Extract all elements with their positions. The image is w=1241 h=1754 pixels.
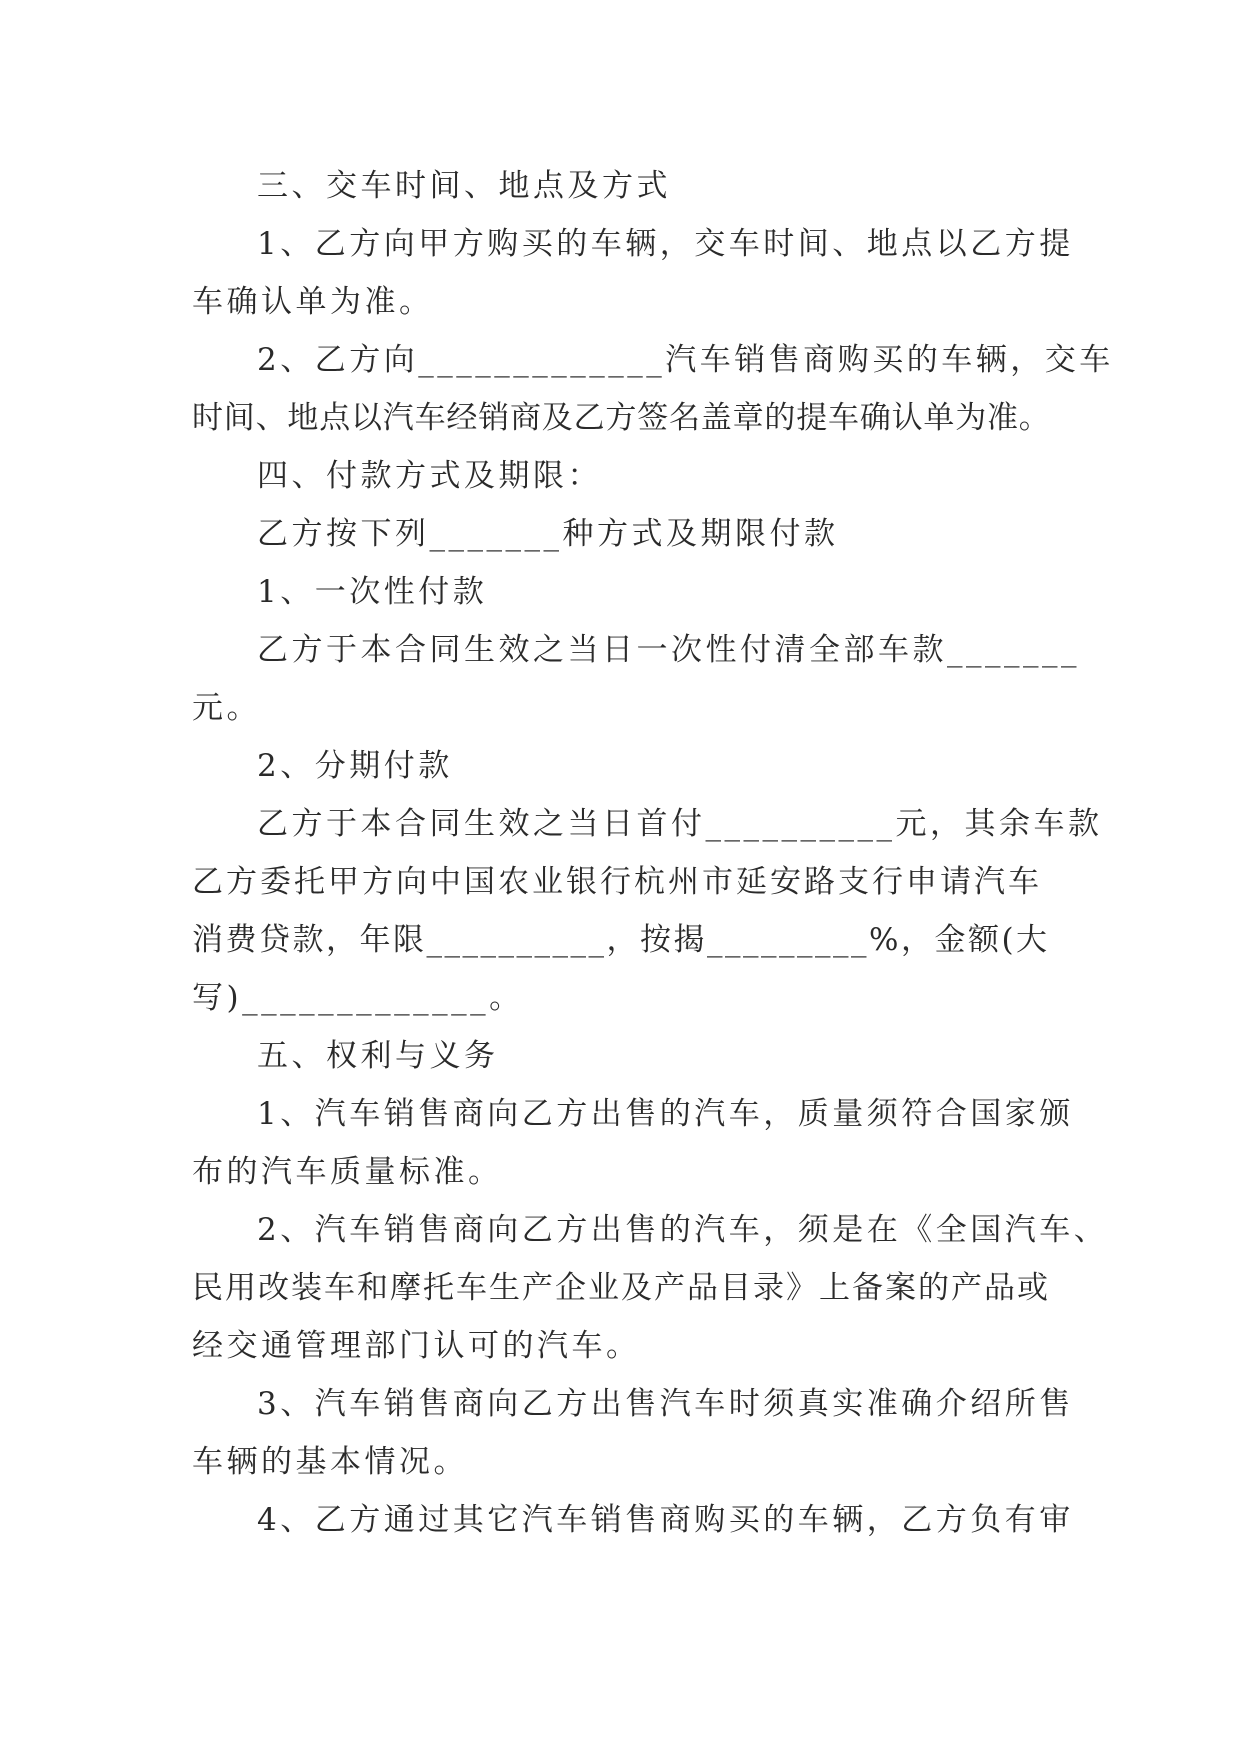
paragraph-line: 车确认单为准。 [192,284,434,320]
paragraph-line: 2、乙方向_____________汽车销售商购买的车辆，交车 [257,342,1114,378]
paragraph-line: 2、汽车销售商向乙方出售的汽车，须是在《全国汽车、 [257,1212,1109,1248]
section-heading-payment: 四、付款方式及期限： [257,458,602,494]
paragraph-line: 元。 [192,690,261,726]
paragraph-line: 时间、地点以汽车经销商及乙方签名盖章的提车确认单为准。 [192,400,1051,436]
paragraph-line: 布的汽车质量标准。 [192,1154,503,1190]
paragraph-line: 4、乙方通过其它汽车销售商购买的车辆，乙方负有审 [257,1502,1074,1538]
paragraph-line: 经交通管理部门认可的汽车。 [192,1328,641,1364]
paragraph-line: 车辆的基本情况。 [192,1444,468,1480]
paragraph-line: 乙方于本合同生效之当日一次性付清全部车款_______ [257,632,1080,668]
paragraph-line: 1、汽车销售商向乙方出售的汽车，质量须符合国家颁 [257,1096,1074,1132]
paragraph-line: 乙方按下列_______种方式及期限付款 [257,516,839,552]
paragraph-line: 民用改装车和摩托车生产企业及产品目录》上备案的产品或 [192,1270,1050,1306]
paragraph-line: 1、一次性付款 [257,574,488,610]
paragraph-line: 消费贷款，年限__________，按揭_________%，金额(大 [192,922,1050,958]
paragraph-line: 乙方委托甲方向中国农业银行杭州市延安路支行申请汽车 [192,864,1042,900]
section-heading-rights: 五、权利与义务 [257,1038,499,1074]
paragraph-line: 乙方于本合同生效之当日首付__________元，其余车款 [257,806,1103,842]
paragraph-line: 写)_____________。 [192,980,524,1016]
paragraph-line: 3、汽车销售商向乙方出售汽车时须真实准确介绍所售 [257,1386,1074,1422]
paragraph-line: 2、分期付款 [257,748,453,784]
paragraph-line: 1、乙方向甲方购买的车辆，交车时间、地点以乙方提 [257,226,1074,262]
section-heading-delivery: 三、交车时间、地点及方式 [257,168,671,204]
